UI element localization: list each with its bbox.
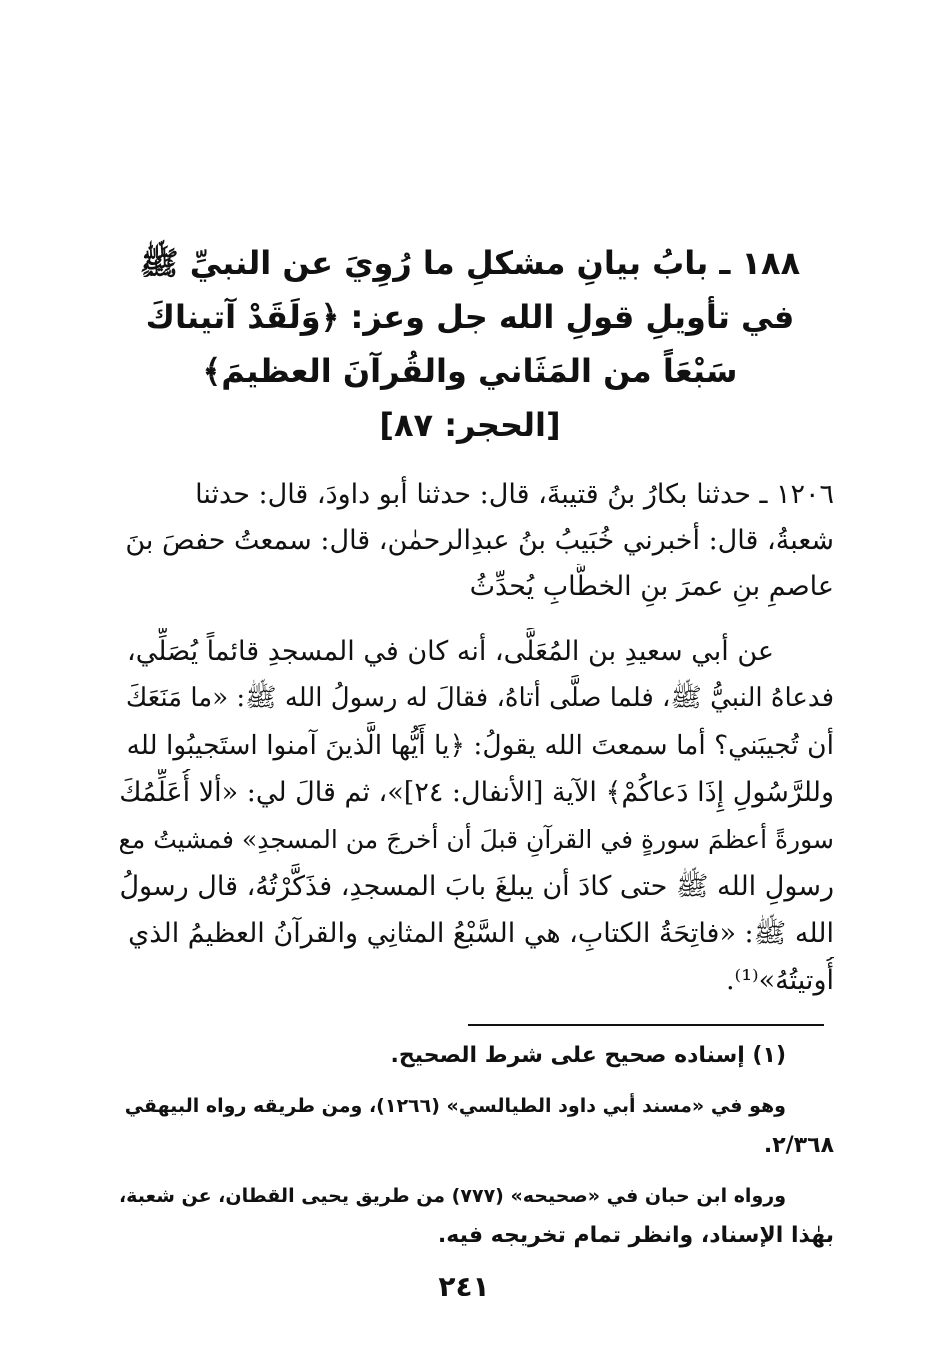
isnad-line: ١٢٠٦ ـ حدثنا بكارُ بنُ قتيبةَ، قال: حدثنا أبو داودَ، قال: حدثنا (195, 479, 834, 510)
hadith-matn (118, 628, 834, 1004)
matn-line: رسولِ الله ﷺ حتى كادَ أن يبلغَ بابَ المسجدِ، فذَكَّرْتُهُ، قال رسولُ (119, 871, 834, 902)
matn-line: أُوتيتُهُ»⁽¹⁾. (725, 965, 834, 996)
matn-line: عن أبي سعيدِ بن المُعَلَّى، أنه كان في المسجدِ قائماً يُصَلِّي، (127, 636, 774, 667)
footnote-line: ٢/٣٦٨. (763, 1133, 834, 1158)
quran-reference: [الحجر: ٨٧] (379, 406, 561, 444)
isnad-line: عاصمِ بنِ عمرَ بنِ الخطَّابِ يُحدِّثُ (469, 571, 834, 602)
chapter-title-line: في تأويلِ قولِ الله جل وعز: ﴿وَلَقَدْ آتيناكَ (145, 298, 795, 336)
footnote-line: (١) إسناده صحيح على شرط الصحيح. (390, 1043, 786, 1068)
chapter-heading (120, 236, 820, 452)
footnote-line: ورواه ابن حبان في «صحيحه» (٧٧٧) من طريق يحيى القطان، عن شعبة، (118, 1185, 786, 1207)
matn-line: الله ﷺ: «فاتِحَةُ الكتابِ، هي السَّبْعُ المثانِي والقرآنُ العظيمُ الذي (128, 918, 834, 949)
matn-line: سورةً أعظمَ سورةٍ في القرآنِ قبلَ أن أخرجَ من المسجدِ» فمشيتُ مع (118, 825, 834, 854)
chapter-title-line: سَبْعَاً من المَثَاني والقُرآنَ العظيمَ﴾ (202, 352, 738, 390)
matn-line: وللرَّسُولِ إِذَا دَعاكُمْ﴾ الآية [الأنفال: ٢٤]»، ثم قالَ لي: «ألا أُعَلِّمُكَ (119, 777, 834, 808)
page-number: ٢٤١ (438, 1270, 490, 1303)
footnote-separator (468, 1024, 824, 1026)
footnote-line: وهو في «مسند أبي داود الطيالسي» (١٢٦٦)، ومن طريقه رواه البيهقي (124, 1095, 786, 1117)
footnote-line: بهٰذا الإسناد، وانظر تمام تخريجه فيه. (437, 1223, 834, 1248)
hadith-isnad (118, 472, 834, 610)
matn-line: فدعاهُ النبيُّ ﷺ، فلما صلَّى أتاهُ، فقالَ له رسولُ الله ﷺ: «ما مَنَعَكَ (125, 683, 834, 713)
matn-line: أن تُجيبَني؟ أما سمعتَ الله يقولُ: ﴿يا أَيُّها الَّذينَ آمنوا استَجيبُوا لله (126, 730, 834, 761)
isnad-line: شعبةُ، قال: أخبرني خُبَيبُ بنُ عبدِالرحمٰن، قال: سمعتُ حفصَ بنَ (125, 525, 834, 556)
footnotes (118, 1036, 834, 1256)
chapter-title-line: ١٨٨ ـ بابُ بيانِ مشكلِ ما رُوِيَ عن النبيِّ ﷺ (139, 244, 801, 282)
